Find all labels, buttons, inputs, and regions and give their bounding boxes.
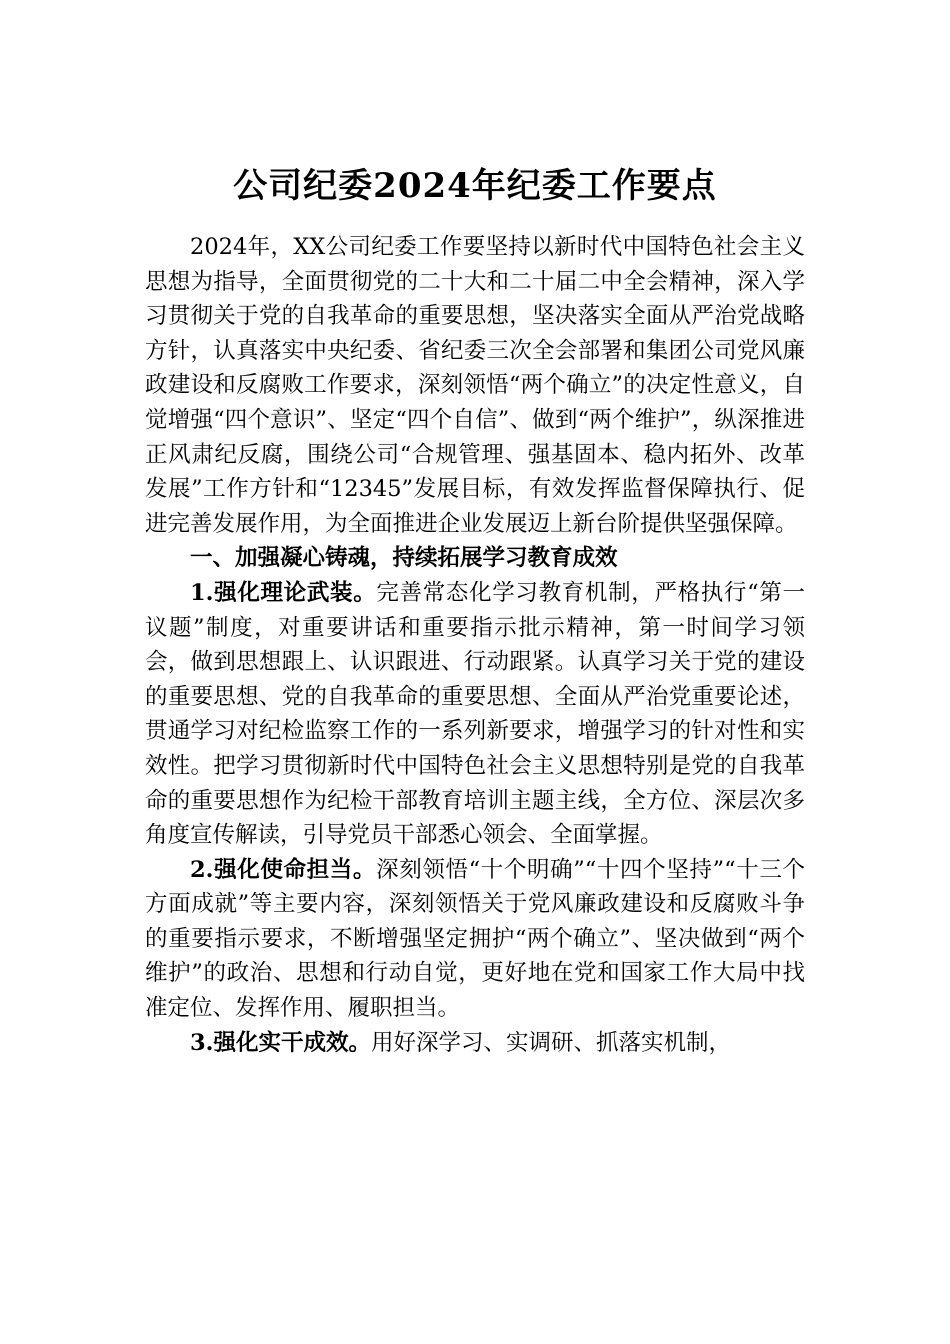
section-heading: 一、加强凝心铸魂，持续拓展学习教育成效 [190,545,618,572]
intro-paragraph: 2024年，XX公司纪委工作要坚持以新时代中国特色社会主义思想为指导，全面贯彻党的二十大和二十届二中全会精神，深入学习贯彻关于党的自我革命的重要思想，坚决落实全面从严治党战略方针，认真落实中央纪委、省纪委三次全会部署和集团公司党风廉政建设和反腐败工作要求，深刻领悟“两个确立”的决定性意义，自觉增强“四个意识”、坚定“四个自信”、做到“两个维护”，纵深推进正风肃纪反腐，围绕公司“合规管理、强基固本、稳内拓外、改革发展”工作方针和“12345”发展目标，有效发挥监督保障执行、促进完善发展作用，为全面推进企业发展迈上新台阶提供坚强保障。 [145,234,805,537]
item-paragraph [145,576,805,853]
document-body [145,230,805,1060]
item-lead: 3.强化实干成效。 [190,1029,371,1056]
document-title: 公司纪委2024年纪委工作要点 [233,166,717,206]
item-text: 深刻领悟“十个明确”“十四个坚持”“十三个方面成就”等主要内容，深刻领悟关于党风廉政建设和反腐败斗争的重要指示要求，不断增强坚定拥护“两个确立”、坚决做到“两个维护”的政治、思想和行动自觉，更好地在党和国家工作大局中找准定位、发挥作用、履职担当。 [145,856,805,1022]
item-paragraph [145,853,805,1026]
item-text: 完善常态化学习教育机制，严格执行“第一议题”制度，对重要讲话和重要指示批示精神，第一时间学习领会，做到思想跟上、认识跟进、行动跟紧。认真学习关于党的建设的重要思想、党的自我革命的重要思想、全面从严治党重要论述，贯通学习对纪检监察工作的一系列新要求，增强学习的针对性和实效性。把学习贯彻新时代中国特色社会主义思想特别是党的自我革命的重要思想作为纪检干部教育培训主题主线，全方位、深层次多角度宣传解读，引导党员干部悉心领会、全面掌握。 [145,579,805,849]
item-lead: 2.强化使命担当。 [190,856,377,883]
item-paragraph [145,1026,805,1061]
item-lead: 1.强化理论武装。 [190,579,377,606]
item-text: 用好深学习、实调研、抓落实机制， [371,1029,732,1056]
